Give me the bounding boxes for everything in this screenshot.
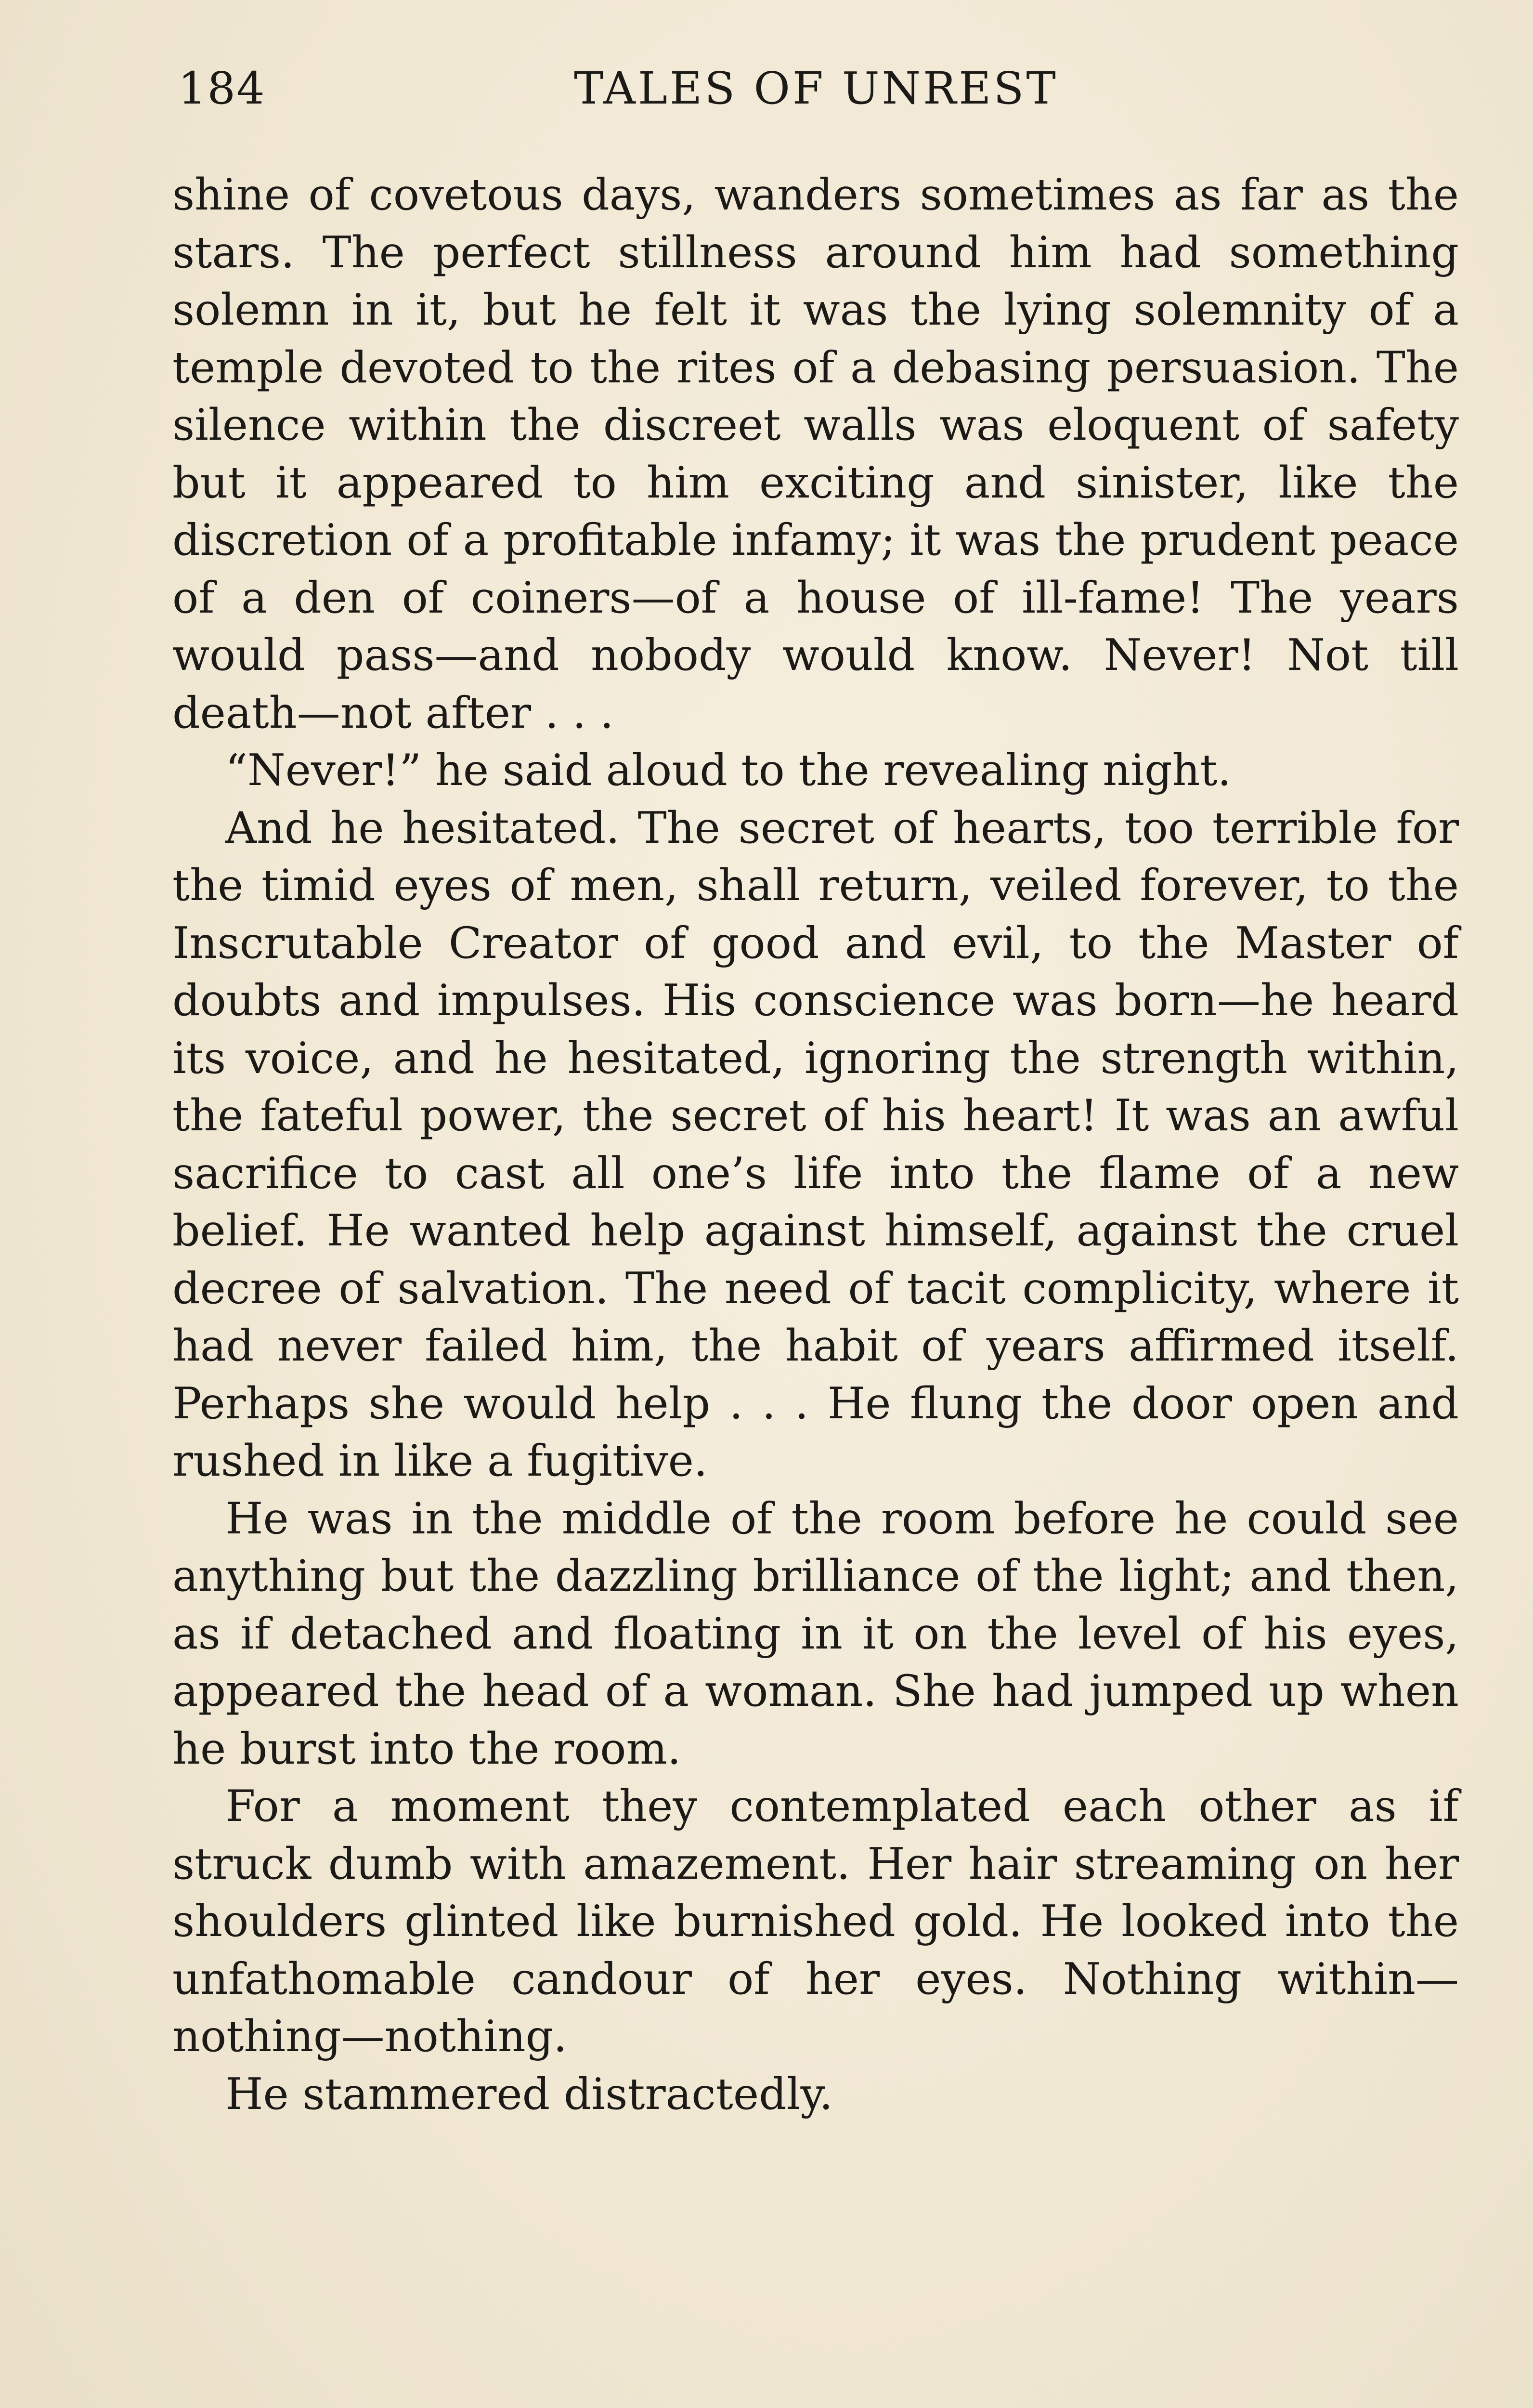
page-number: 184 — [178, 63, 266, 114]
paragraph-5: For a moment they contemplated each other as if struck dumb with amazement. Her hair streaming on her shoulders glinted like burnished gold. He looked into the unfathomable candour of her eyes. Nothing within—nothing—nothing. — [172, 1781, 1459, 2062]
paragraph-2: “Never!” he said aloud to the revealing night. — [225, 745, 1232, 796]
paragraph-6: He stammered distractedly. — [225, 2068, 833, 2120]
paragraph-3: And he hesitated. The secret of hearts, too terrible for the timid eyes of men, shall return, veiled forever, to the Inscrutable Creator of good and evil, to the Master of doubts and impulses. His conscience was born—he heard its voice, and he hesitated, ignoring the strength within, the fateful power, the secret of his heart! It was an awful sacrifice to cast all one’s life into the flame of a new belief. He wanted help against himself, against the cruel decree of salvation. The need of tacit complicity, where it had never failed him, the habit of years affirmed itself. Perhaps she would help . . . He flung the door open and rushed in like a fugitive. — [172, 802, 1459, 1486]
running-title: TALES OF UNREST — [574, 63, 1058, 114]
page-header — [173, 63, 1459, 135]
paragraph-4: He was in the middle of the room before he could see anything but the dazzling brilliance of the light; and then, as if detached and floating in it on the level of his eyes, appeared the head of a woman. She had jumped up when he burst into the room. — [172, 1493, 1459, 1774]
paragraph-1: shine of covetous days, wanders sometimes as far as the stars. The perfect stillness around him had something solemn in it, but he felt it was the lying solemnity of a temple devoted to the rites of a debasing persuasion. The silence within the discreet walls was eloquent of safety but it appeared to him exciting and sinister, like the discretion of a profitable infamy; it was the prudent peace of a den of coiners—of a house of ill-fame! The years would pass—and nobody would know. Never! Not till death—not after . . . — [172, 170, 1459, 738]
body-text — [172, 166, 1459, 2123]
